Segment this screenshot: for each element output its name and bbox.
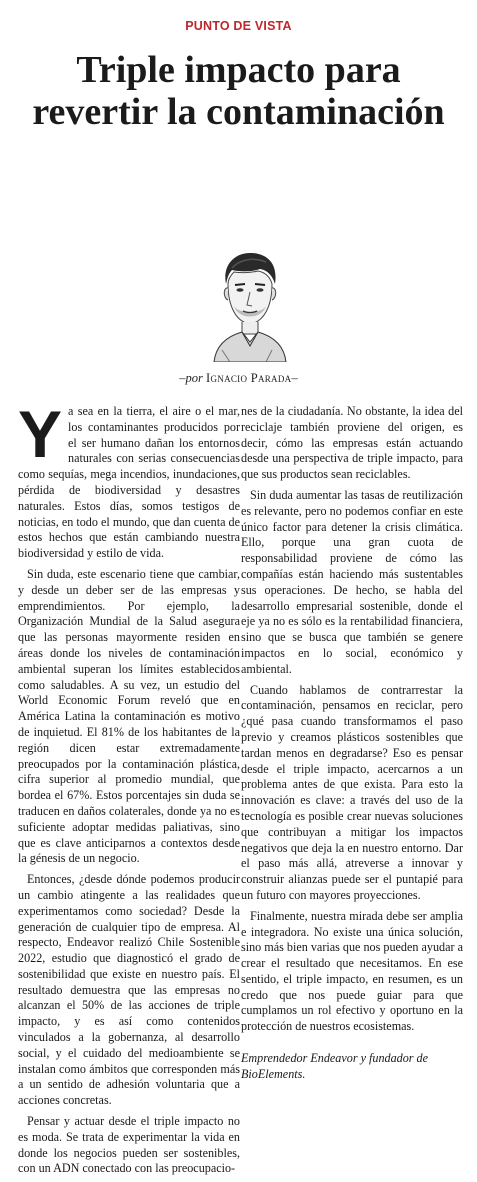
lead-paragraph-text: a sea en la tierra, el aire o el mar, los contaminantes producidos por el ser humano dañan los entornos naturales con serias consecuencias como sequías, mega incendios, inundaciones, pérdida de biodiversidad y desastres naturales. Estos días, somos testigos de noticias, en todo el mundo, que dan cuenta de estos hechos que están cambiando nuestra biodiversidad y estilo de vida. xyxy=(18,404,240,561)
drop-cap: Y xyxy=(18,397,63,471)
body-paragraph: Entonces, ¿desde dónde podemos producir un cambio atingente a las realidades que experimentamos como sociedad? Desde la generación de cualquier tipo de empresa. Al respecto, Endeavor realizó Chile Sostenible 2022, estudio que diagnosticó el grado de sostenibilidad que existe en nuestro país. El resultado demuestra que las empresas no alcanzan el 50% de las acciones de triple impacto, y es así como contenidos vinculados a la gobernanza, al desarrollo social, y el cuidado del medioambiente se instalan como ámbitos que corresponden más a un sentido de adhesión voluntaria que a acciones concretas. xyxy=(18,872,240,1108)
byline xyxy=(0,371,477,386)
body-paragraph: Sin duda aumentar las tasas de reutilización es relevante, pero no podemos confiar en este único factor para detener la crisis climática. Ello, porque una gran cuota de responsabilidad proviene de cómo las compañías están haciendo más sustentables sus operaciones. De hecho, se habla del desarrollo empresarial sostenible, donde el eje ya no es sólo es la rentabilidad financiera, sino que se busca que también se genere impactos en lo social, económico y ambiental. xyxy=(241,487,463,676)
byline-prefix: –por xyxy=(179,371,207,385)
article-headline: Triple impacto para revertir la contaminación xyxy=(32,49,445,133)
author-signature: Emprendedor Endeavor y fundador de BioElements. xyxy=(241,1051,429,1081)
body-paragraph: Finalmente, nuestra mirada debe ser amplia e integradora. No existe una única solución, sino más bien varias que nos pueden ayudar a crear el resultado que necesitamos. En ese sentido, el triple impacto, en resumen, es un credo que nos puede guiar para que cumplamos un rol efectivo y oportuno en la protección de nuestros ecosistemas. xyxy=(241,908,463,1034)
author-portrait-illustration xyxy=(210,250,288,362)
byline-suffix: – xyxy=(291,371,298,385)
body-paragraph: Sin duda, este escenario tiene que cambiar, y desde un deber ser de las empresas y emprendimientos. Por ejemplo, la Organización Mundial de la Salud asegura que las personas mayormente residen en áreas donde los niveles de contaminación ambiental superan los límites establecidos como saludables. A su vez, un estudio del World Economic Forum reveló que en América Latina la contaminación es motivo de inquietud. El 81% de los habitantes de la región dicen estar extremadamente preocupados por la contaminación plástica, cifra superior al promedio mundial, que bordea el 67%. Estos porcentajes sin duda se traducen en daños colaterales, donde ya no es suficiente adoptar medidas paliativas, sino que es clave anticiparnos a contextos desde la génesis de un negocio. xyxy=(18,566,240,866)
article-column-right xyxy=(241,404,463,1088)
body-paragraph-continued: nes de la ciudadanía. No obstante, la idea del reciclaje también proviene del origen, es decir, cómo las empresas están actuando desde una perspectiva de triple impacto, para que sus productos sean reciclables. xyxy=(241,404,463,482)
article-column-left xyxy=(18,397,240,1182)
lead-paragraph xyxy=(18,397,240,562)
section-kicker: PUNTO DE VISTA xyxy=(185,19,292,33)
author-name: Ignacio Parada xyxy=(206,371,292,385)
body-paragraph: Pensar y actuar desde el triple impacto no es moda. Se trata de experimentar la vida en donde los negocios pueden ser sostenibles, con un ADN conectado con las preocupacio- xyxy=(18,1114,240,1176)
body-paragraph: Cuando hablamos de contrarrestar la contaminación, pensamos en reciclar, pero ¿qué pasa cuando transformamos el paso previo y creamos plásticos sostenibles que tardan menos en degradarse? Eso es pensar desde el triple impacto, acercarnos a un problema antes de que exista. Para esto la innovación es clave: a través del uso de la tecnología es posible crear nuevas soluciones que contribuyan a mitigar los impactos negativos que deja la en nuestro entorno. Dar el paso más allá, atreverse a innovar y construir alianzas puede ser el puntapié para un futuro con mayores proyecciones. xyxy=(241,682,463,902)
